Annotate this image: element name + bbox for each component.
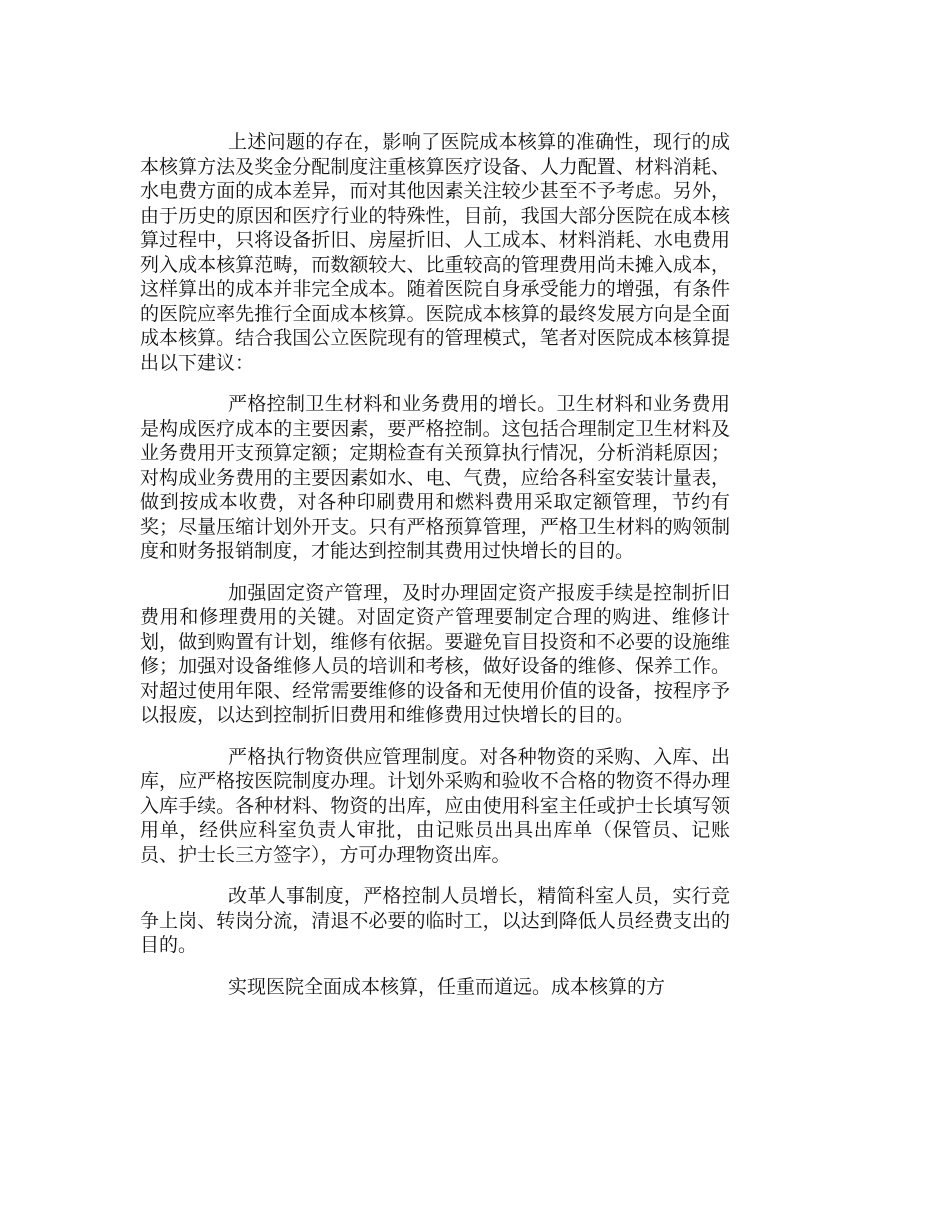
paragraph-cost-accounting-issues: 上述问题的存在，影响了医院成本核算的准确性，现行的成本核算方法及奖金分配制度注重核算医疗设备、人力配置、材料消耗、水电费方面的成本差异，而对其他因素关注较少甚至不予考虑。另外，由于历史的原因和医疗行业的特殊性，目前，我国大部分医院在成本核算过程中，只将设备折旧、房屋折旧、人工成本、材料消耗、水电费用列入成本核算范畴，而数额较大、比重较高的管理费用尚未摊入成本，这样算出的成本并非完全成本。随着医院自身承受能力的增强，有条件的医院应率先推行全面成本核算。医院成本核算的最终发展方向是全面成本核算。结合我国公立医院现有的管理模式，笔者对医院成本核算提出以下建议： <box>140 131 730 374</box>
paragraph-fixed-asset-management: 加强固定资产管理，及时办理固定资产报废手续是控制折旧费用和修理费用的关键。对固定资产管理要制定合理的购进、维修计划，做到购置有计划，维修有依据。要避免盲目投资和不必要的设施维修；加强对设备维修人员的培训和考核，做好设备的维修、保养工作。对超过使用年限、经常需要维修的设备和无使用价值的设备，按程序予以报废，以达到控制折旧费用和维修费用过快增长的目的。 <box>140 581 730 726</box>
paragraph-supply-management: 严格执行物资供应管理制度。对各种物资的采购、入库、出库，应严格按医院制度办理。计划外采购和验收不合格的物资不得办理入库手续。各种材料、物资的出库，应由使用科室主任或护士长填写领用单，经供应科室负责人审批，由记账员出具出库单（保管员、记账员、护士长三方签字），方可办理物资出库。 <box>140 745 730 866</box>
paragraph-full-cost-accounting: 实现医院全面成本核算，任重而道远。成本核算的方 <box>228 975 666 998</box>
paragraph-material-expense-control: 严格控制卫生材料和业务费用的增长。卫生材料和业务费用是构成医疗成本的主要因素，要严格控制。这包括合理制定卫生材料及业务费用开支预算定额；定期检查有关预算执行情况，分析消耗原因；对构成业务费用的主要因素如水、电、气费，应给各科室安装计量表，做到按成本收费，对各种印刷费用和燃料费用采取定额管理，节约有奖；尽量压缩计划外开支。只有严格预算管理，严格卫生材料的购领制度和财务报销制度，才能达到控制其费用过快增长的目的。 <box>140 393 730 562</box>
paragraph-personnel-reform: 改革人事制度，严格控制人员增长，精简科室人员，实行竞争上岗、转岗分流，清退不必要的临时工，以达到降低人员经费支出的目的。 <box>140 885 730 956</box>
document-body <box>140 130 730 999</box>
